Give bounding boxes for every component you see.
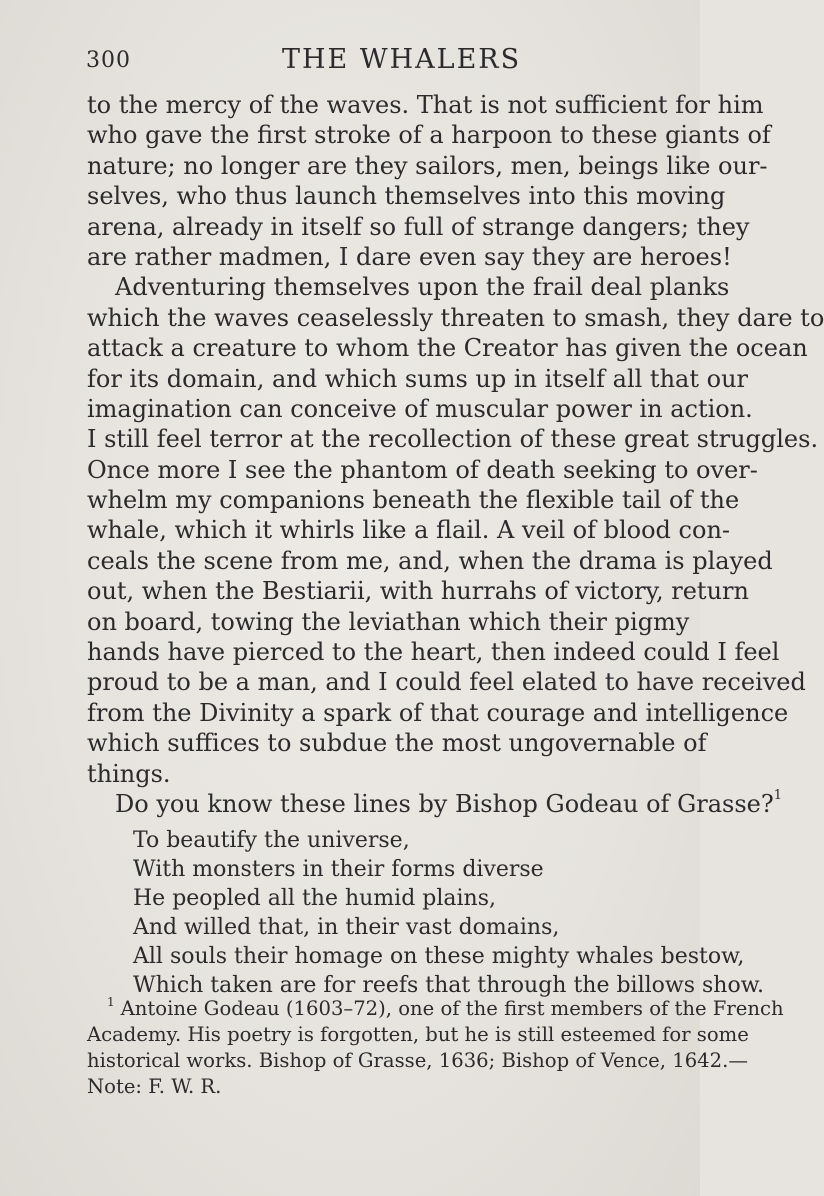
text-line bbox=[87, 787, 783, 819]
text-line: attack a creature to whom the Creator has given the ocean bbox=[87, 334, 808, 363]
text-line: hands have pierced to the heart, then indeed could I feel bbox=[87, 638, 780, 667]
footnote-line: Academy. His poetry is forgotten, but he is still esteemed for some bbox=[87, 1023, 749, 1046]
footnote-marker: 1 bbox=[107, 995, 115, 1009]
text-line: are rather madmen, I dare even say they are heroes! bbox=[87, 242, 732, 271]
text-line: which the waves ceaselessly threaten to smash, they dare to bbox=[87, 303, 824, 332]
text-line: to the mercy of the waves. That is not sufficient for him bbox=[87, 91, 764, 119]
text-line: which suffices to subdue the most ungovernable of bbox=[87, 729, 707, 758]
text-line: from the Divinity a spark of that courage and intelligence bbox=[87, 698, 789, 727]
text-line: whale, which it whirls like a flail. A veil of blood con- bbox=[87, 516, 731, 545]
footnote-line bbox=[87, 995, 784, 1022]
footnote-line: historical works. Bishop of Grasse, 1636; Bishop of Vence, 1642.— bbox=[87, 1049, 748, 1072]
poem bbox=[133, 826, 764, 1000]
footnote-line: Note: F. W. R. bbox=[87, 1075, 222, 1098]
text-line: out, when the Bestiarii, with hurrahs of victory, return bbox=[87, 577, 749, 606]
footnote-reference: 1 bbox=[773, 787, 783, 803]
poem-line: He peopled all the humid plains, bbox=[133, 886, 496, 911]
text-line: on board, towing the leviathan which their pigmy bbox=[87, 607, 690, 636]
running-title: THE WHALERS bbox=[282, 44, 522, 75]
text-line: whelm my companions beneath the flexible tail of the bbox=[87, 486, 740, 515]
text-line: things. bbox=[87, 759, 171, 788]
text-line: Once more I see the phantom of death seeking to over- bbox=[87, 455, 758, 484]
footnote-text: Antoine Godeau (1603–72), one of the first members of the French bbox=[120, 997, 784, 1020]
text-line: proud to be a man, and I could feel elated to have received bbox=[87, 668, 806, 697]
footnote bbox=[87, 995, 784, 1100]
text-line: ceals the scene from me, and, when the drama is played bbox=[87, 546, 773, 575]
text-line: for its domain, and which sums up in itself all that our bbox=[87, 364, 748, 393]
poem-line: With monsters in their forms diverse bbox=[133, 857, 544, 882]
poem-line: To beautify the universe, bbox=[133, 828, 410, 853]
text-line: arena, already in itself so full of strange dangers; they bbox=[87, 212, 750, 241]
text-line: I still feel terror at the recollection of these great struggles. bbox=[87, 425, 819, 454]
poem-line: And willed that, in their vast domains, bbox=[133, 915, 560, 940]
page-header bbox=[86, 44, 686, 78]
page-number: 300 bbox=[86, 48, 131, 73]
text-line: who gave the first stroke of a harpoon to these giants of bbox=[87, 121, 771, 150]
poem-line: Which taken are for reefs that through the billows show. bbox=[133, 973, 764, 998]
body-text bbox=[87, 90, 824, 819]
text-line: selves, who thus launch themselves into this moving bbox=[87, 182, 726, 211]
text-line-content: Do you know these lines by Bishop Godeau of Grasse? bbox=[115, 789, 774, 818]
text-line: nature; no longer are they sailors, men, beings like our- bbox=[87, 151, 768, 180]
text-line: imagination can conceive of muscular power in action. bbox=[87, 394, 753, 423]
poem-line: All souls their homage on these mighty whales bestow, bbox=[133, 944, 745, 969]
text-line: Adventuring themselves upon the frail deal planks bbox=[115, 273, 730, 302]
